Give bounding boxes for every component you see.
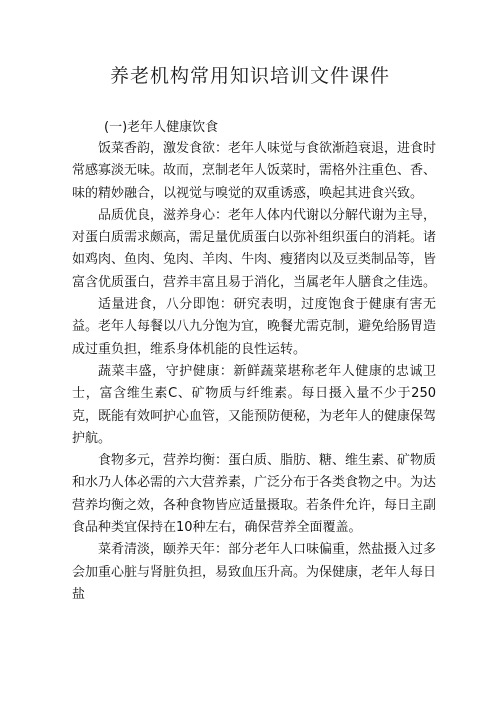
paragraph-balanced-diet: 食物多元，营养均衡：蛋白质、脂肪、糖、维生素、矿物质和水乃人体必需的六大营养素，广泛分布于各类食物之中。为达营养均衡之效，各种食物皆应适量摄取。若条件允许，每日主副食品种类宜保持在10种左右，确保营养全面覆盖。	[72, 453, 437, 536]
paragraph-moderation: 适量进食，八分即饱：研究表明，过度饱食于健康有害无益。老年人每餐以八九分饱为宜，晚餐尤需克制，避免给肠胃造成过重负担，维系身体机能的良性运转。	[72, 297, 437, 357]
paragraph-protein: 品质优良，滋养身心：老年人体内代谢以分解代谢为主导，对蛋白质需求颇高，需足量优质蛋白以弥补组织蛋白的消耗。诸如鸡肉、鱼肉、兔肉、羊肉、牛肉、瘦猪肉以及豆类制品等，皆富含优质蛋白，营养丰富且易于消化，当属老年人膳食之佳选。	[72, 207, 437, 290]
paragraph-light-diet: 菜肴清淡，颐养天年：部分老年人口味偏重，然盐摄入过多会加重心脏与肾脏负担，易致血压升高。为保健康，老年人每日盐	[72, 542, 437, 602]
paragraph-appetite: 饭菜香韵，激发食欲：老年人味觉与食欲渐趋衰退，进食时常感寡淡无味。故而，烹制老年人饭菜时，需格外注重色、香、味的精妙融合，以视觉与嗅觉的双重诱惑，唤起其进食兴致。	[72, 141, 437, 201]
document-title: 养老机构常用知识培训文件课件	[109, 65, 390, 87]
document-body	[72, 118, 436, 606]
section-heading: (一)老年人健康饮食	[104, 120, 219, 135]
paragraph-vegetables: 蔬菜丰盛，守护健康：新鲜蔬菜堪称老年人健康的忠诚卫士，富含维生素C、矿物质与纤维素。每日摄入量不少于250克，既能有效呵护心血管，又能预防便秘，为老年人的健康保驾护航。	[72, 363, 437, 446]
